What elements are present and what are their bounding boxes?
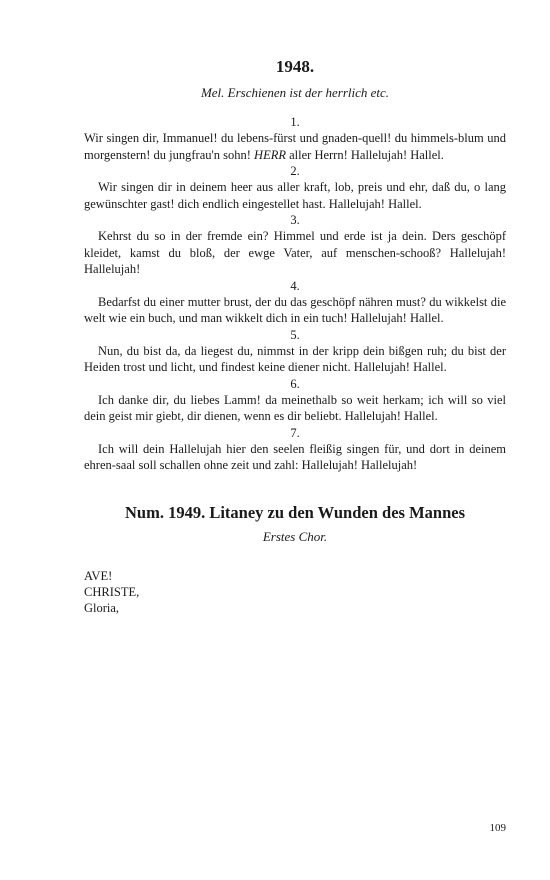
verse-number: 6. xyxy=(290,376,300,391)
verse-text: Ich danke dir, du liebes Lamm! da meinethalb so weit herkam; ich will so viel dein geist mir giebt, dir dienen, wenn es dir beliebt. Hallelujah! Hallel. xyxy=(84,392,506,423)
verse-text: Wir singen dir in deinem heer aus aller kraft, lob, preis und ehr, daß du, o lang gewünschter gast! dich endlich eingestellet hast. Hallelujah! Hallel. xyxy=(84,180,506,211)
melody-line: Mel. Erschienen ist der herrlich etc. xyxy=(200,85,390,100)
verse-text: Bedarfst du einer mutter brust, der du das geschöpf nähren must? du wikkelst die welt wie ein buch, und man wikkelt dich in ein tuch! Hallelujah! Hallel. xyxy=(84,294,506,325)
verse-number: 5. xyxy=(290,327,300,342)
verse-number: 2. xyxy=(290,164,300,178)
verse-number: 7. xyxy=(290,425,300,440)
herr-word: HERR xyxy=(254,147,286,162)
verse-number: 1. xyxy=(290,115,300,129)
page-number: 109 xyxy=(489,822,506,834)
verse-text: Nun, du bist da, da liegest du, nimmst in der kripp dein bißgen ruh; du bist der Heiden trost und licht, und findest keine diener nicht. Hallelujah! Hallel. xyxy=(84,343,506,374)
verse-number: 3. xyxy=(290,213,300,227)
litany-line: Gloria, xyxy=(84,600,120,615)
verse-text: Wir singen dir, Immanuel! du lebens-fürst und gnaden-quell! du himmels-blum und morgenstern! du jungfrau'n sohn! HERR aller Herrn! Hallelujah! Hallel. xyxy=(84,131,506,162)
page-content xyxy=(84,56,506,616)
verse-text: Ich will dein Hallelujah hier den seelen fleißig singen für, und dort in deinem ehren-saal soll schallen ohne zeit und zahl: Hallelujah! Hallelujah! xyxy=(84,441,506,472)
verse-text: Kehrst du so in der fremde ein? Himmel und erde ist ja dein. Ders geschöpf kleidet, kamst du bloß, der ewge Vater, auf menschen-schooß? Hallelujah! Hallelujah! xyxy=(84,229,506,276)
hymn-title: 1948. xyxy=(275,57,315,76)
choir-label: Erstes Chor. xyxy=(262,528,328,544)
litany-line: AVE! xyxy=(84,568,113,583)
litany-title: Num. 1949. Litaney zu den Wunden des Mannes xyxy=(125,502,465,522)
litany-line: CHRISTE, xyxy=(84,584,140,599)
verse-number: 4. xyxy=(290,278,300,293)
